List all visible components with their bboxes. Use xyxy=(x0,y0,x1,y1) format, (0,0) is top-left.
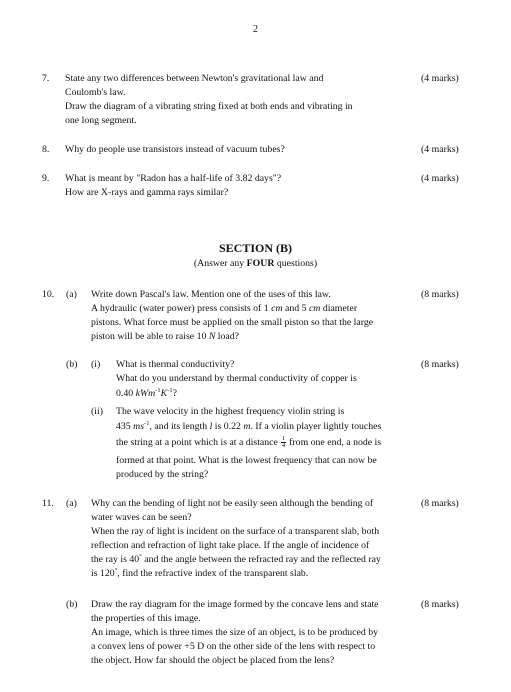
q10b-i-line3: 0.40 $kWm^{-1}K^{-1}$? xyxy=(116,387,177,399)
q8-number: 8. xyxy=(42,144,50,155)
q11b-line5: the object. How far should the object be placed from the lens? xyxy=(91,655,335,666)
q11b-marks: (8 marks) xyxy=(421,599,459,610)
q11b-line4: a convex lens of power +5 D on the other side of the lens with respect to xyxy=(91,641,376,652)
q11a-line3: When the ray of light is incident on the surface of a transparent slab, both xyxy=(91,526,380,537)
q10b-i-line2: What do you understand by thermal conductivity of copper is xyxy=(116,373,357,384)
q10a-line2: A hydraulic (water power) press consists of 1 cm and 5 cm diameter xyxy=(91,303,358,314)
q10a-line3: pistons. What force must be applied on the small piston so that the large xyxy=(91,317,374,328)
q7-line2: Coulomb's law. xyxy=(65,87,126,98)
q10b-ii-line2: 435 $ms^{-1}$, and its length l is 0.22 m. If a violin player lightly touches xyxy=(116,420,382,432)
q7-number: 7. xyxy=(42,73,50,84)
q10-number: 10. xyxy=(42,289,55,300)
section-title: SECTION (B) xyxy=(218,241,292,255)
q10a-marks: (8 marks) xyxy=(421,289,459,300)
q11a-line2: water waves can be seen? xyxy=(91,512,192,523)
q7-line3: Draw the diagram of a vibrating string fixed at both ends and vibrating in xyxy=(65,101,353,112)
q11a-line5: the ray is 40° and the angle between the refracted ray and the reflected ray xyxy=(91,553,381,565)
q10b-i-line1: What is thermal conductivity? xyxy=(116,359,235,370)
q11b-line3: An image, which is three times the size of an object, is to be produced by xyxy=(91,627,379,638)
q10b-marks: (8 marks) xyxy=(421,359,459,370)
q11b-line2: the properties of this image. xyxy=(91,613,201,624)
page-number: 2 xyxy=(253,24,258,35)
q10b-ii-line3: the string at a point which is at a distance $\frac{1}{4}$ from one end, a node is xyxy=(116,435,382,450)
fraction-one-quarter: $\frac{1}{4}$ xyxy=(281,435,286,450)
q10b-ii-label: (ii) xyxy=(91,406,103,417)
q9-marks: (4 marks) xyxy=(421,173,459,184)
q7-marks: (4 marks) xyxy=(421,73,459,84)
q7-line1: State any two differences between Newton's gravitational law and xyxy=(65,73,324,84)
section-instruction: (Answer any FOUR questions) xyxy=(193,258,318,269)
q11a-line1: Why can the bending of light not be easily seen although the bending of xyxy=(91,498,374,509)
q11a-line4: reflection and refraction of light take place. If the angle of incidence of xyxy=(91,540,370,551)
q10b-ii-line4: formed at that point. What is the lowest frequency that can now be xyxy=(116,455,377,466)
q10a-line4: piston will be able to raise 10 N load? xyxy=(91,331,240,342)
q11-number: 11. xyxy=(42,498,54,509)
q10a-label: (a) xyxy=(66,289,77,300)
q9-line1: What is meant by "Radon has a half-life of 3.82 days"? xyxy=(65,173,282,184)
q8-marks: (4 marks) xyxy=(421,144,459,155)
q9-number: 9. xyxy=(42,173,50,184)
q9-line2: How are X-rays and gamma rays similar? xyxy=(65,187,229,198)
q7-line4: one long segment. xyxy=(65,115,137,126)
q11a-line6: is 120°, find the refractive index of the transparent slab. xyxy=(91,567,309,579)
q10b-label: (b) xyxy=(66,359,78,370)
q11a-label: (a) xyxy=(66,498,77,509)
q10b-ii-line1: The wave velocity in the highest frequency violin string is xyxy=(116,406,345,417)
q11a-marks: (8 marks) xyxy=(421,498,459,509)
section-instruction-count: FOUR xyxy=(246,258,275,269)
q11b-line1: Draw the ray diagram for the image formed by the concave lens and state xyxy=(91,599,379,610)
q10a-line1: Write down Pascal's law. Mention one of the uses of this law. xyxy=(91,289,331,300)
q10b-ii-line5: produced by the string? xyxy=(116,469,209,480)
q8-line1: Why do people use transistors instead of vacuum tubes? xyxy=(65,144,285,155)
q11b-label: (b) xyxy=(66,599,78,610)
q10b-i-label: (i) xyxy=(91,359,101,370)
